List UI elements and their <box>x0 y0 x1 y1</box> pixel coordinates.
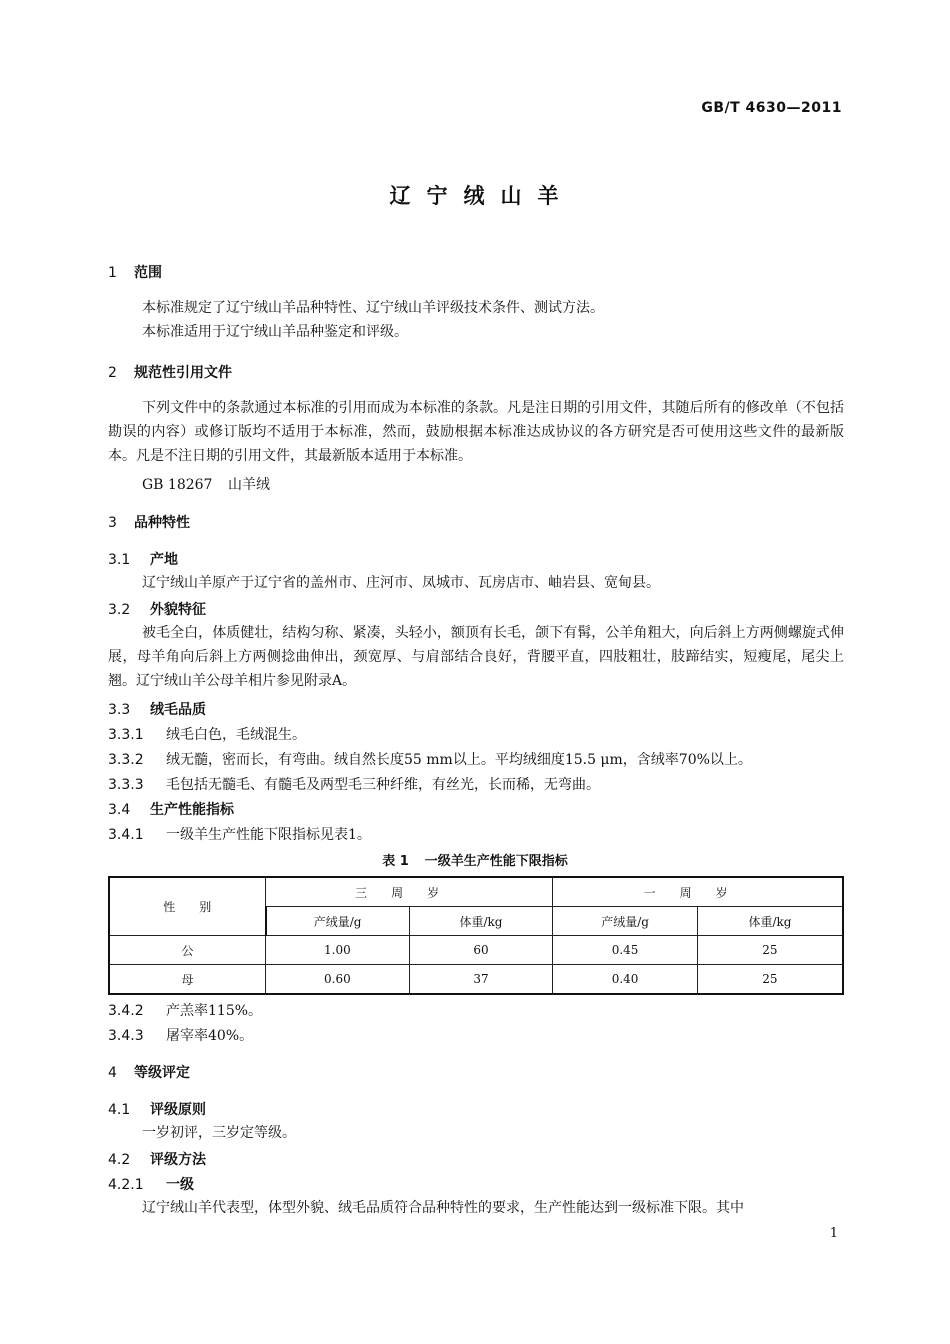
table-number: 表 1 <box>382 854 409 869</box>
cell-one-year-weight: 25 <box>697 965 843 995</box>
clause-number: 4.2.1 <box>108 1177 144 1193</box>
cell-three-year-yield: 0.60 <box>266 965 410 995</box>
table-row <box>109 936 843 965</box>
page-number: 1 <box>829 1226 838 1241</box>
cell-one-year-yield: 0.45 <box>553 936 698 965</box>
subsection-title: 评级原则 <box>150 1102 206 1118</box>
table-row <box>109 965 843 995</box>
subsection-title: 生产性能指标 <box>150 802 234 818</box>
performance-table <box>108 876 844 995</box>
scope-paragraph-2: 本标准适用于辽宁绒山羊品种鉴定和评级。 <box>142 324 408 340</box>
header-one-year: 一周岁 <box>553 877 843 907</box>
clause-number: 3.3.2 <box>108 752 144 768</box>
cell-one-year-weight: 25 <box>697 936 843 965</box>
clause-number: 3.4.1 <box>108 827 144 843</box>
section-number: 3 <box>108 515 117 531</box>
header-one-year-weight: 体重/kg <box>697 907 843 936</box>
cell-sex: 公 <box>109 936 266 965</box>
section-title: 品种特性 <box>134 515 190 531</box>
subsection-number: 3.4 <box>108 802 131 818</box>
clause-text: 绒无髓，密而长，有弯曲。绒自然长度55 mm以上。平均绒细度15.5 μm，含绒率70%以上。 <box>166 752 752 768</box>
subsection-title: 外貌特征 <box>150 602 206 618</box>
reference-title: 山羊绒 <box>228 477 270 493</box>
clause-3-4-1 <box>108 824 371 844</box>
section-number: 2 <box>108 365 117 381</box>
clause-text: 一级羊生产性能下限指标见表1。 <box>166 827 371 843</box>
clause-number: 3.3.3 <box>108 777 144 793</box>
section-title: 规范性引用文件 <box>134 365 232 381</box>
clause-3-4-3 <box>108 1025 253 1045</box>
clause-4-2-1 <box>108 1174 194 1194</box>
subsection-number: 3.1 <box>108 552 131 568</box>
grade-one-paragraph: 辽宁绒山羊代表型，体型外貌、绒毛品质符合品种特性的要求，生产性能达到一级标准下限。其中 <box>142 1200 744 1216</box>
table-caption <box>0 850 950 869</box>
subsection-3-3-heading <box>108 699 206 719</box>
section-number: 4 <box>108 1065 117 1081</box>
reference-code: GB 18267 <box>142 477 213 493</box>
header-one-year-yield: 产绒量/g <box>553 907 698 936</box>
section-title: 范围 <box>134 265 162 281</box>
clause-text: 屠宰率40%。 <box>166 1028 254 1044</box>
clause-3-4-2 <box>108 1000 262 1020</box>
table-title: 一级羊生产性能下限指标 <box>424 854 568 869</box>
subsection-title: 绒毛品质 <box>150 702 206 718</box>
subsection-number: 4.2 <box>108 1152 131 1168</box>
header-three-year-weight: 体重/kg <box>409 907 553 936</box>
references-paragraph: 下列文件中的条款通过本标准的引用而成为本标准的条款。凡是注日期的引用文件，其随后所有的修改单（不包括勘误的内容）或修订版均不适用于本标准，然而，鼓励根据本标准达成协议的各方研究是否可使用这些文件的最新版本。凡是不注日期的引用文件，其最新版本适用于本标准。 <box>108 400 844 464</box>
clause-title: 一级 <box>166 1177 194 1193</box>
subsection-title: 产地 <box>150 552 178 568</box>
appearance-paragraph: 被毛全白，体质健壮，结构匀称、紧凑，头轻小，额顶有长毛，颌下有髯，公羊角粗大，向后斜上方两侧螺旋式伸展，母羊角向后斜上方两侧捻曲伸出，颈宽厚、与肩部结合良好，背腰平直，四肢粗壮，肢蹄结实，短瘦尾，尾尖上翘。辽宁绒山羊公母羊相片参见附录A。 <box>108 625 844 689</box>
section-2-heading <box>108 362 232 382</box>
subsection-title: 评级方法 <box>150 1152 206 1168</box>
header-three-year: 三周岁 <box>266 877 553 907</box>
section-1-heading <box>108 262 162 282</box>
header-sex: 性 别 <box>109 877 266 936</box>
table-header-row <box>109 877 843 907</box>
cell-three-year-yield: 1.00 <box>266 936 410 965</box>
scope-paragraph-1: 本标准规定了辽宁绒山羊品种特性、辽宁绒山羊评级技术条件、测试方法。 <box>142 300 604 316</box>
clause-3-3-2 <box>108 749 752 769</box>
clause-3-3-1 <box>108 724 306 744</box>
section-3-heading <box>108 512 190 532</box>
subsection-number: 3.3 <box>108 702 131 718</box>
clause-number: 3.4.3 <box>108 1028 144 1044</box>
subsection-3-2-heading <box>108 599 206 619</box>
reference-entry <box>142 474 270 494</box>
document-title: 辽宁绒山羊 <box>389 184 575 208</box>
clause-text: 毛包括无髓毛、有髓毛及两型毛三种纤维，有丝光，长而稀，无弯曲。 <box>166 777 600 793</box>
clause-text: 产羔率115%。 <box>166 1003 263 1019</box>
clause-text: 绒毛白色，毛绒混生。 <box>166 727 306 743</box>
cell-one-year-yield: 0.40 <box>553 965 698 995</box>
cell-three-year-weight: 60 <box>409 936 553 965</box>
cell-sex: 母 <box>109 965 266 995</box>
subsection-number: 3.2 <box>108 602 131 618</box>
subsection-3-4-heading <box>108 799 234 819</box>
clause-number: 3.3.1 <box>108 727 144 743</box>
cell-three-year-weight: 37 <box>409 965 553 995</box>
subsection-3-1-heading <box>108 549 178 569</box>
header-three-year-yield: 产绒量/g <box>266 907 410 936</box>
grading-principle-paragraph: 一岁初评，三岁定等级。 <box>142 1125 296 1141</box>
section-4-heading <box>108 1062 190 1082</box>
origin-paragraph: 辽宁绒山羊原产于辽宁省的盖州市、庄河市、凤城市、瓦房店市、岫岩县、宽甸县。 <box>142 575 660 591</box>
clause-number: 3.4.2 <box>108 1003 144 1019</box>
subsection-number: 4.1 <box>108 1102 131 1118</box>
subsection-4-1-heading <box>108 1099 206 1119</box>
subsection-4-2-heading <box>108 1149 206 1169</box>
standard-code: GB/T 4630—2011 <box>701 100 842 116</box>
clause-3-3-3 <box>108 774 600 794</box>
section-title: 等级评定 <box>134 1065 190 1081</box>
section-number: 1 <box>108 265 117 281</box>
